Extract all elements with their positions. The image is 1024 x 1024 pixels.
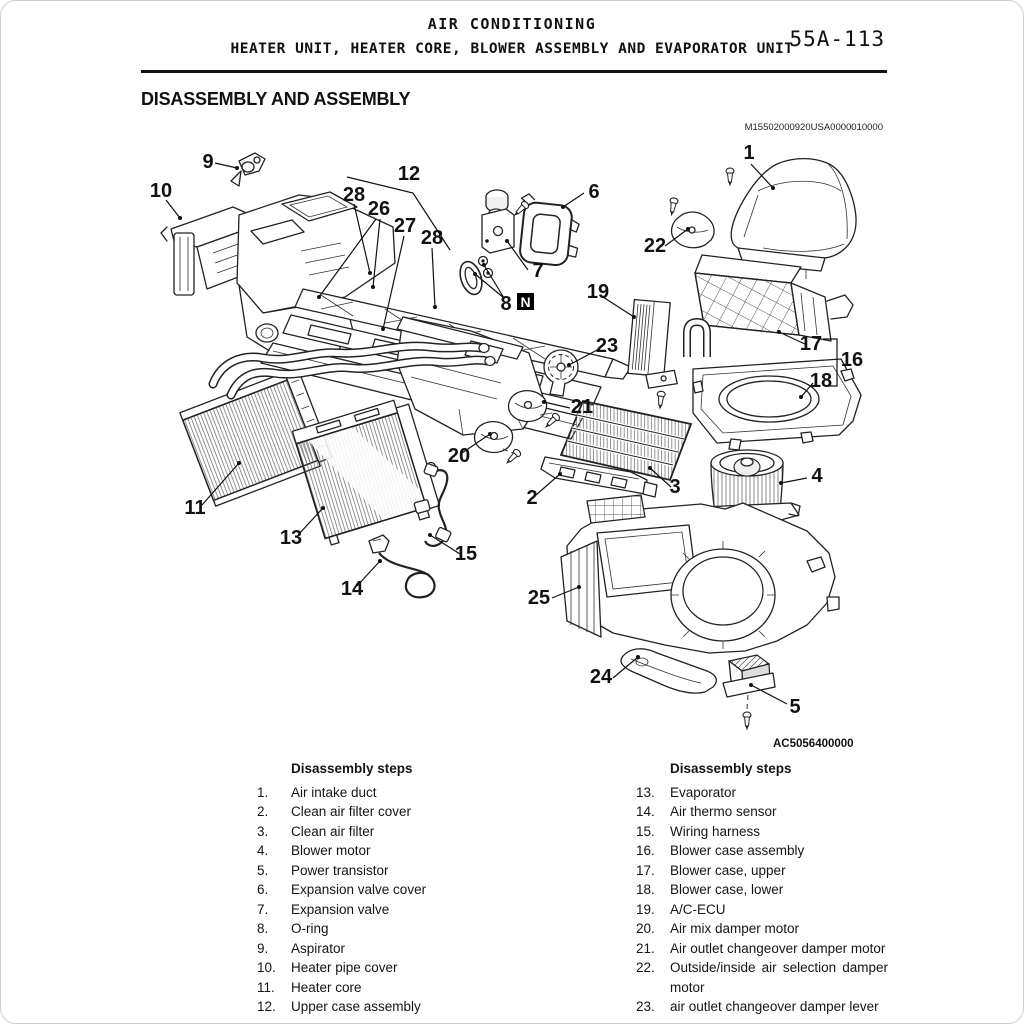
list-item: 20. Air mix damper motor: [636, 921, 800, 936]
callout-2: 2: [526, 487, 538, 509]
parts-list-heading: Disassembly steps: [291, 761, 413, 776]
callout-20: 20: [447, 445, 471, 467]
section-title: DISASSEMBLY AND ASSEMBLY: [141, 89, 411, 109]
callout-8: 8: [500, 293, 512, 315]
list-item: 8. O-ring: [257, 921, 329, 936]
list-item: 11. Heater core: [257, 979, 362, 995]
callout-5: 5: [789, 696, 801, 718]
parts-list-left: [257, 759, 511, 1017]
callout-19: 19: [586, 281, 610, 303]
callout-21: 21: [570, 396, 594, 418]
callout-16: 16: [840, 349, 864, 371]
list-item: 1. Air intake duct: [257, 784, 377, 800]
list-item: 2. Clean air filter cover: [257, 804, 412, 819]
page-subtitle: HEATER UNIT, HEATER CORE, BLOWER ASSEMBLY AND EVAPORATOR UNIT: [230, 41, 794, 57]
doc-code-bottom: AC5056400000: [773, 738, 854, 750]
list-item: 10. Heater pipe cover: [257, 960, 398, 975]
list-item: 21. Air outlet changeover damper motor: [636, 940, 886, 956]
list-item: 22. Outside/inside air selection damper motor: [636, 960, 888, 995]
callout-10: 10: [149, 180, 173, 202]
list-item: 19. A/C-ECU: [636, 901, 726, 917]
doc-code-top: M15502000920USA0000010000: [744, 122, 883, 133]
callout-15: 15: [454, 543, 478, 565]
parts-list-right: [636, 759, 890, 1017]
list-item: 4. Blower motor: [257, 843, 371, 858]
callout-13: 13: [279, 527, 303, 549]
list-item: 18. Blower case, lower: [636, 882, 784, 897]
list-item: 17. Blower case, upper: [636, 862, 786, 878]
list-item: 15. Wiring harness: [636, 823, 761, 839]
n-badge-letter: N: [520, 294, 531, 310]
callout-28b: 28: [420, 227, 444, 249]
callout-18: 18: [809, 370, 833, 392]
callout-17: 17: [799, 333, 823, 355]
callout-3: 3: [669, 476, 681, 498]
callout-11: 11: [184, 497, 206, 519]
callout-4: 4: [811, 465, 823, 487]
callout-9: 9: [202, 151, 214, 173]
list-item: 6. Expansion valve cover: [257, 882, 427, 897]
damper-strip: [621, 649, 716, 693]
callout-6: 6: [588, 181, 600, 203]
page-number: 55A-113: [789, 27, 885, 51]
page-title: AIR CONDITIONING: [427, 15, 597, 33]
power-transistor: [723, 655, 775, 731]
list-item: 3. Clean air filter: [257, 823, 375, 839]
o-rings: [456, 257, 492, 298]
list-item: 5. Power transistor: [257, 862, 389, 878]
pipe-bracket: [687, 322, 707, 357]
parts-list-heading: Disassembly steps: [670, 761, 792, 776]
blower-case-lower: [693, 359, 861, 450]
callout-12: 12: [397, 163, 421, 185]
n-badge: [517, 293, 534, 310]
list-item: 13. Evaporator: [636, 784, 737, 800]
callout-28a: 28: [342, 184, 366, 206]
callout-27: 27: [393, 215, 417, 237]
list-item: 12. Upper case assembly: [257, 999, 421, 1014]
callout-7: 7: [532, 260, 544, 282]
blower-case-upper: [695, 255, 853, 341]
list-item: 7. Expansion valve: [257, 901, 390, 917]
list-item: 23. air outlet changeover damper lever: [636, 999, 879, 1014]
callout-23: 23: [595, 335, 619, 357]
callout-1: 1: [743, 142, 755, 164]
callout-26: 26: [367, 198, 391, 220]
list-item: 16. Blower case assembly: [636, 843, 805, 858]
callout-22: 22: [643, 235, 667, 257]
callout-24: 24: [589, 666, 613, 688]
callout-14: 14: [340, 578, 364, 600]
outside-inside-air-selection-damper-motor: [667, 197, 714, 247]
air-thermo-sensor: [369, 535, 435, 597]
list-item: 14. Air thermo sensor: [636, 804, 777, 819]
list-item: 9. Aspirator: [257, 940, 346, 956]
lower-case: [561, 495, 839, 653]
callout-25: 25: [527, 587, 551, 609]
